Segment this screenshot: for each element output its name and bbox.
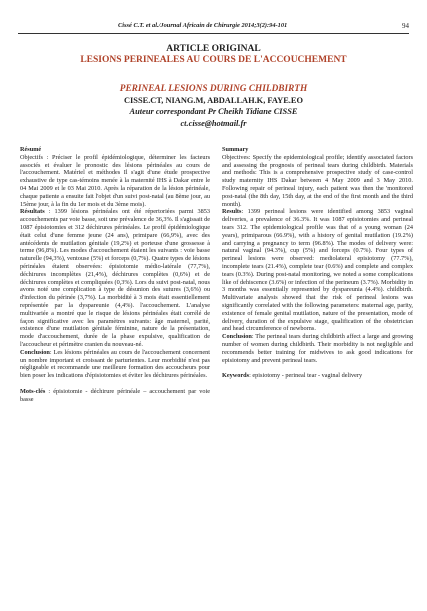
summary-keywords-text: : episiotomy - perineal tear - vaginal delivery bbox=[249, 372, 363, 380]
resume-keywords-text: : épisiotomie - déchirure périnéale – accouchement par voie basse bbox=[20, 387, 210, 403]
summary-keywords bbox=[222, 372, 413, 380]
summary-heading: Summary bbox=[222, 146, 249, 153]
resume-conclusion-text: : Les lésions périnéales au cours de l'accouchement concernent un nombre important et croissant de parturientes. Leur morbidité n'est pas négligeable et recommande une meilleure formation des accoucheurs pour bien poser les indications d'épisiotomies et éviter les déchirures périnéales. bbox=[20, 348, 210, 380]
resume-keywords bbox=[20, 388, 210, 404]
summary-results-label: Results bbox=[222, 208, 242, 216]
summary-column bbox=[222, 146, 413, 380]
header-rule bbox=[18, 33, 409, 34]
journal-citation: Cissé C.T. et al./Journal Africain de Chirurgie 2014;3(2):94-101 bbox=[118, 22, 288, 29]
summary-conclusion bbox=[222, 333, 413, 364]
resume-results-label: Résultats bbox=[20, 208, 45, 216]
summary-keywords-label: Keywords bbox=[222, 372, 250, 380]
resume-objectives: Objectifs : Préciser le profil épidémiologique, déterminer les facteurs associés et évaluer le pronostic des lésions périnéales au cours de l'accouchement. Matériel et méthodes Il s'agit d'une étude prospective exhaustive de type cas-témoins menée à la maternité IHS à Dakar entre le 04 Mai 2009 et le 03 Mai 2010. Après la réparation de la lésion périnéale, chaque patiente a ensuite fait l'objet d'un suivi post-natal (au 8ème jour, au 15ème jour, à la fin du 1er mois et du 3ème mois). bbox=[20, 153, 210, 208]
page-number: 94 bbox=[402, 22, 409, 30]
resume-conclusion-label: Conclusion bbox=[20, 348, 50, 356]
article-kind: ARTICLE ORIGINAL bbox=[166, 44, 261, 54]
summary-conclusion-text: : The perineal tears during childbirth affect a large and growing number of women during childbirth. Their morbidity is not negligible and recommends better training for midwives to ask good indications for episiotomy and prevent perineal tears. bbox=[222, 333, 413, 364]
author-email: ct.cisse@hotmail.fr bbox=[180, 119, 247, 128]
summary-results-text: : 1399 perineal lesions were identified among 3853 vaginal deliveries, a prevalence of 36.3%. It was 1087 episiotomies and perineal tears 312. The epidemiological profile was that of a young woman (24 years), primiparous (66.9%), with a history of genital mutilation (19.2%) and carrying a pregnancy to term (96.8%). The modes of delivery were: natural vaginal (94.3%), cup (5%) and forceps (0.7%). Four types of perineal lesions were observed: mediolateral episiotomy (77.7%), incomplete tears (21.4%), complete tear (0.6%) and complete and complex tears (0.3%). During post-natal monitoring, we noted a some complications like of dehiscence (3.6%) or infection of the perineum (3.7%). Morbidity in 3 months was essentially represented by dyspareunia (4.4%). childbirth. Multivariate analysis showed that the risk of perineal lesions was significantly correlated with the following parameters: maternal age, parity, existence of female genital mutilation, nature of the presentation, mode of delivery, duration of the expulsive stage, qualification of the obstetrician and head circumference of newborns. bbox=[222, 208, 413, 333]
resume-heading: Résumé bbox=[20, 146, 42, 153]
resume-results-text: : 1399 lésions périnéales ont été répertoriées parmi 3853 accouchements par voie basse, soit une prévalence de 36,3%. Il s'agissait de 1087 épisiotomies et 312 déchirures périnéales. Le profil épidémiologique était celui d'une femme jeune (24 ans), primipare (66,9%), avec des antécédents de mutilation génitale (19,2%) et porteuse d'une grossesse à terme (96,8%). Les modes d'accouchement étaient les suivants : voie basse naturelle (94,3%), ventouse (5%) et forceps (0,7%). Quatre types de lésions périnéales étaient observées: épisiotomie médio-latérale (77,7%), déchirures incomplètes (21,4%), déchirures complètes (0,6%) et de déchirures complètes et compliquées (0,3%). Lors du suivi post-natal, nous avons noté une complication à type de désunion des sutures (3,6%) ou d'infection du périnée (3,7%). La morbidité à 3 mois était essentiellement représentée par la dyspareunie (4,4%). l'accouchement. L'analyse multivariée a montré que le risque de lésions périnéales était corrélé de façon significative avec les paramètres suivants: âge maternel, parité, existence d'une mutilation génitale féminine, nature de la présentation, mode d'accouchement, durée de la phase expulsive, qualification de l'accoucheur et périmètre cranien du nouveau-né. bbox=[20, 208, 210, 348]
corresponding-author: Auteur correspondant Pr Cheikh Tidiane CISSE bbox=[129, 107, 298, 116]
author-list: CISSE.CT, NIANG.M, ABDALLAH.K, FAYE.EO bbox=[123, 96, 303, 105]
article-title-en: PERINEAL LESIONS DURING CHILDBIRTH bbox=[119, 84, 308, 94]
resume-column bbox=[20, 146, 210, 404]
summary-conclusion-label: Conclusion bbox=[222, 333, 252, 341]
running-header bbox=[118, 22, 409, 30]
resume-conclusion bbox=[20, 349, 210, 380]
resume-keywords-label: Mots-clés bbox=[20, 387, 46, 395]
article-title-fr: LESIONS PERINEALES AU COURS DE L'ACCOUCHEMENT bbox=[80, 55, 347, 65]
resume-results bbox=[20, 208, 210, 348]
summary-results bbox=[222, 208, 413, 333]
summary-objectives: Objectives: Specify the epidemiological profile; identify associated factors and assessing the prognosis of perineal tears during childbirth. Materials and methods: This is a comprehensive prospective study of case-control study maternity IHS Dakar between 4 May 2009 and 3 May 2010. Following repair of perineal injury, each patient was then the 'monitored post-natal (the 8th day, 15th day, at the end of the first month and the third month). bbox=[222, 153, 413, 208]
